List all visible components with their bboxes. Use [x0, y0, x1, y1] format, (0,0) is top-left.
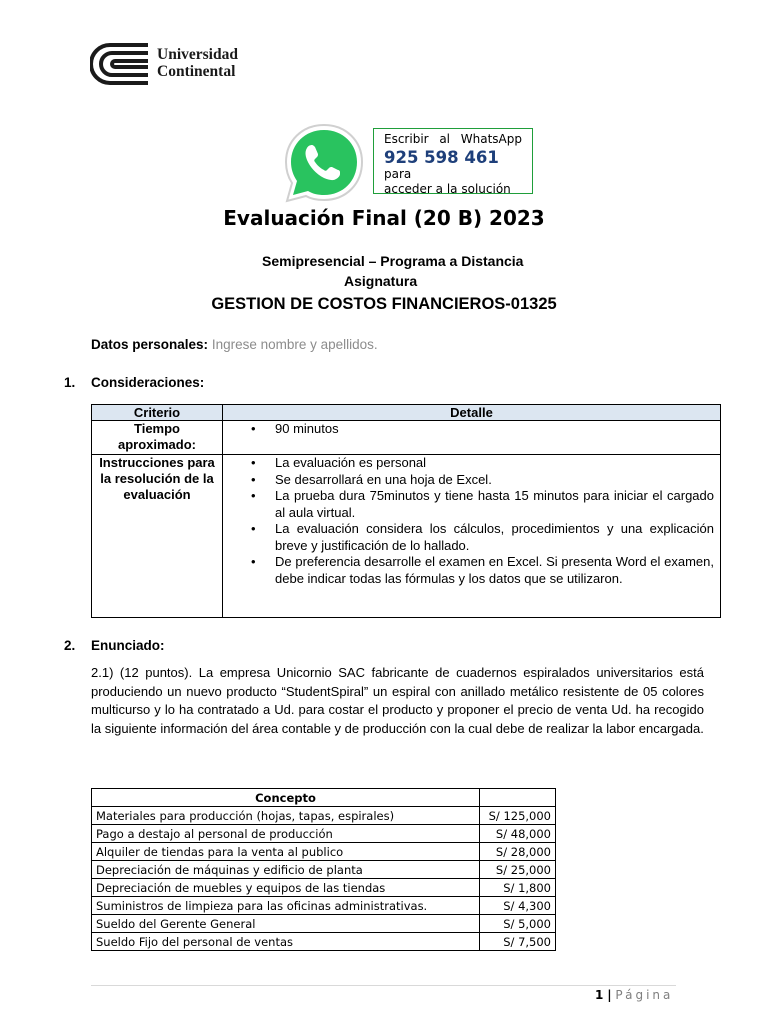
cost-concepts-table [91, 788, 556, 951]
asignatura-label: Asignatura [344, 273, 418, 289]
page-footer [595, 988, 673, 1002]
header-criterio: Criterio [92, 405, 223, 421]
concepto-cell: Pago a destajo al personal de producción [92, 825, 480, 843]
table-row [92, 825, 556, 843]
concepto-cell: Depreciación de máquinas y edificio de planta [92, 861, 480, 879]
table-row [92, 897, 556, 915]
list-item: • De preferencia desarrolle el examen en Excel. Si presenta Word el examen, debe indicar todas las fórmulas y los datos que se utilizaron. [251, 554, 714, 587]
personal-data-field[interactable] [91, 337, 378, 352]
section1-heading: Consideraciones: [91, 375, 205, 390]
page-word: Página [615, 988, 674, 1002]
logo-text-line1: Universidad [157, 46, 238, 63]
detalle-cell [223, 421, 721, 455]
table-row [92, 455, 721, 618]
concepto-cell: Suministros de limpieza para las oficinas administrativas. [92, 897, 480, 915]
concepto-cell: Alquiler de tiendas para la venta al publico [92, 843, 480, 861]
table-header-row [92, 789, 556, 807]
criterio-cell: Instrucciones para la resolución de la evaluación [92, 455, 223, 618]
university-logo [90, 42, 260, 86]
monto-cell: S/ 4,300 [480, 897, 556, 915]
section2-heading: Enunciado: [91, 638, 165, 653]
table-row [92, 421, 721, 455]
section1-number: 1. [64, 375, 76, 390]
monto-cell: S/ 1,800 [480, 879, 556, 897]
concepto-cell: Materiales para producción (hojas, tapas, espirales) [92, 807, 480, 825]
monto-cell: S/ 48,000 [480, 825, 556, 843]
logo-text-line2: Continental [157, 63, 236, 80]
footer-separator: | [607, 988, 612, 1002]
concepto-cell: Sueldo del Gerente General [92, 915, 480, 933]
monto-cell: S/ 7,500 [480, 933, 556, 951]
personal-data-placeholder[interactable]: Ingrese nombre y apellidos. [211, 337, 378, 352]
continental-logo-icon [90, 42, 152, 86]
monto-cell: S/ 28,000 [480, 843, 556, 861]
header-detalle: Detalle [223, 405, 721, 421]
list-item: • 90 minutos [251, 421, 714, 438]
table-row [92, 915, 556, 933]
page-number: 1 [595, 988, 604, 1002]
concepto-cell: Sueldo Fijo del personal de ventas [92, 933, 480, 951]
enunciado-paragraph: 2.1) (12 puntos). La empresa Unicornio SAC fabricante de cuadernos espiralados universitarios está produciendo un nuevo producto “StudentSpiral” un espiral con anillado metálico resistente de 05 colores multicurso y lo ha contratado a Ud. para costar el producto y proponer el precio de venta Ud. ha recogido la siguiente información del área contable y de producción con la cual debe de realizar la labor encargada. [91, 665, 704, 736]
considerations-table [91, 404, 721, 618]
list-item: • La evaluación es personal [251, 455, 714, 472]
list-item: • La evaluación considera los cálculos, procedimientos y una explicación breve y justificación de lo hallado. [251, 521, 714, 554]
list-item: • La prueba dura 75minutos y tiene hasta 15 minutos para iniciar el cargado al aula virtual. [251, 488, 714, 521]
header-monto [480, 789, 556, 807]
table-header-row [92, 405, 721, 421]
table-row [92, 807, 556, 825]
concepto-cell: Depreciación de muebles y equipos de las tiendas [92, 879, 480, 897]
detalle-cell [223, 455, 721, 618]
table-row [92, 933, 556, 951]
whatsapp-text-para: para [384, 167, 412, 181]
whatsapp-text-al: al [439, 132, 451, 146]
header-concepto: Concepto [92, 789, 480, 807]
document-title: Evaluación Final (20 B) 2023 [223, 206, 545, 230]
whatsapp-text-escribir: Escribir [384, 132, 429, 146]
personal-data-label: Datos personales: [91, 337, 209, 352]
whatsapp-phone-number: 925 598 461 [384, 148, 499, 167]
table-row [92, 879, 556, 897]
course-name: GESTION DE COSTOS FINANCIEROS-01325 [211, 295, 557, 313]
table-row [92, 861, 556, 879]
whatsapp-text-brand: WhatsApp [460, 132, 522, 146]
table-row [92, 843, 556, 861]
whatsapp-contact-box [373, 128, 533, 194]
criterio-cell: Tiempo aproximado: [92, 421, 223, 455]
monto-cell: S/ 5,000 [480, 915, 556, 933]
list-item: • Se desarrollará en una hoja de Excel. [251, 472, 714, 489]
footer-divider [91, 985, 676, 986]
whatsapp-text-access: acceder a la solución [384, 182, 511, 196]
whatsapp-icon [276, 115, 372, 211]
document-subtitle: Semipresencial – Programa a Distancia [262, 253, 524, 269]
section2-number: 2. [64, 638, 76, 653]
monto-cell: S/ 25,000 [480, 861, 556, 879]
monto-cell: S/ 125,000 [480, 807, 556, 825]
